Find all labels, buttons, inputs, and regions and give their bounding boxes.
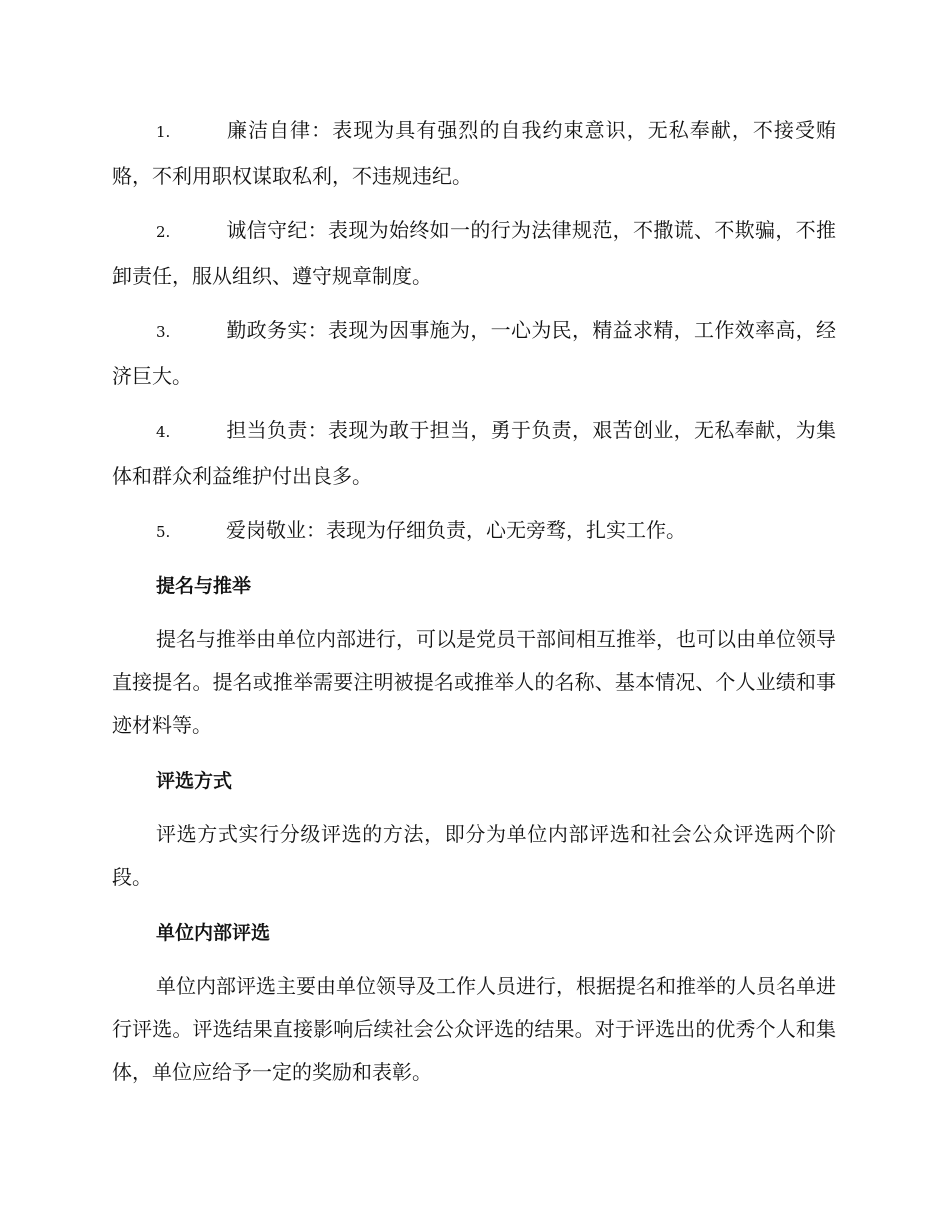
list-text: 担当负责：表现为敢于担当，勇于负责，艰苦创业，无私奉献，为集体和群众利益维护付出良多。 [112,418,836,488]
list-text: 廉洁自律：表现为具有强烈的自我约束意识，无私奉献，不接受贿赂，不利用职权谋取私利，不违规违纪。 [112,118,836,188]
list-number: 5. [156,523,171,541]
list-item [112,308,836,398]
criteria-list [112,108,836,554]
list-text: 诚信守纪：表现为始终如一的行为法律规范，不撒谎、不欺骗，不推卸责任，服从组织、遵守规章制度。 [112,218,836,288]
list-text: 勤政务实：表现为因事施为，一心为民，精益求精，工作效率高，经济巨大。 [112,318,836,388]
section-heading-nomination: 提名与推举 [156,575,252,597]
list-number: 4. [156,423,171,441]
list-number: 2. [156,223,171,241]
section-heading-internal-selection: 单位内部评选 [156,922,271,944]
list-item [112,108,836,198]
list-text: 爱岗敬业：表现为仔细负责，心无旁骛，扎实工作。 [226,518,686,542]
section-paragraph-internal-selection: 单位内部评选主要由单位领导及工作人员进行，根据提名和推举的人员名单进行评选。评选结果直接影响后续社会公众评选的结果。对于评选出的优秀个人和集体，单位应给予一定的奖励和表彰。 [112,974,836,1084]
list-item [112,408,836,498]
list-item [112,208,836,298]
list-number: 1. [156,123,171,141]
section-paragraph-selection-method: 评选方式实行分级评选的方法，即分为单位内部评选和社会公众评选两个阶段。 [112,822,836,889]
section-heading-selection-method: 评选方式 [156,770,233,792]
list-item [112,508,836,554]
document-page [112,108,836,1106]
section-paragraph-nomination: 提名与推举由单位内部进行，可以是党员干部间相互推举，也可以由单位领导直接提名。提名或推举需要注明被提名或推举人的名称、基本情况、个人业绩和事迹材料等。 [112,627,836,737]
list-number: 3. [156,323,171,341]
